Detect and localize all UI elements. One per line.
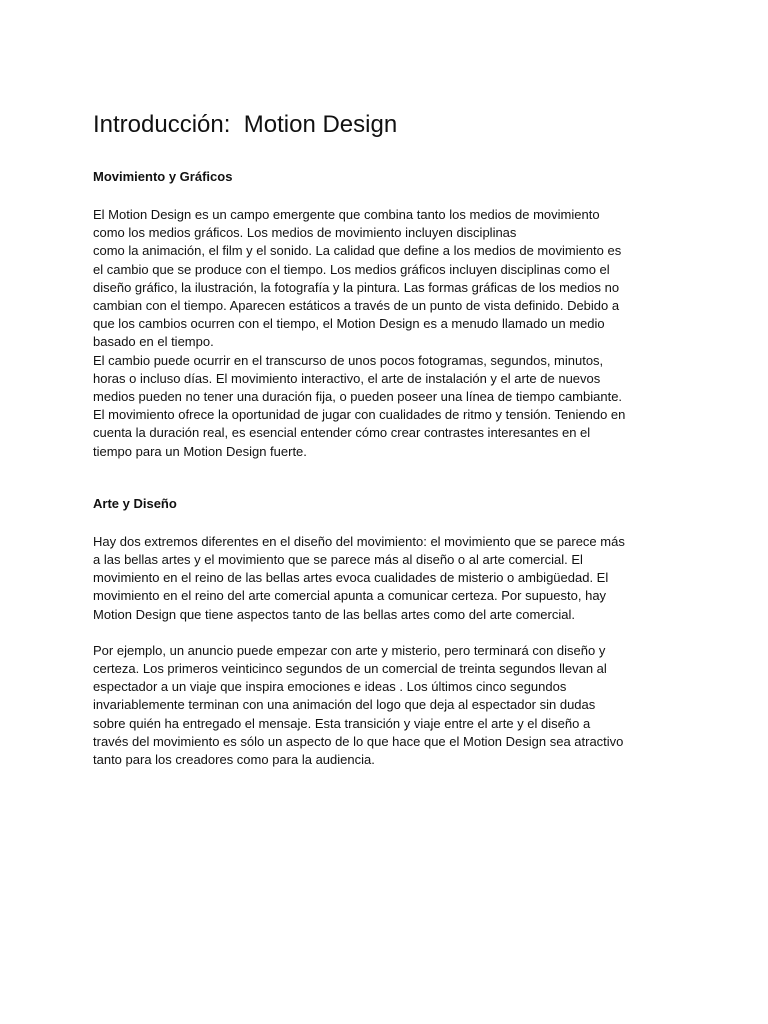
paragraph: El Motion Design es un campo emergente que combina tanto los medios de movimiento como los medios gráficos. Los medios de movimiento incluyen disciplinas como la animación, el film y el sonido. La calidad que define a los medios de movimiento es el cambio que se produce con el tiempo. Los medios gráficos incluyen disciplinas como el diseño gráfico, la ilustración, la fotografía y la pintura. Las formas gráficas de los medios no cambian con el tiempo. Aparecen estáticos a través de un punto de vista definido. Debido a que los cambios ocurren con el tiempo, el Motion Design es a menudo llamado un medio basado en el tiempo. — [93, 207, 622, 350]
paragraph: El cambio puede ocurrir en el transcurso de unos pocos fotogramas, segundos, minutos, horas o incluso días. El movimiento interactivo, el arte de instalación y el arte de nuevos medios pueden no tener una duración fija, o pueden poseer una línea de tiempo cambiante. El movimiento ofrece la oportunidad de jugar con cualidades de ritmo y tensión. Teniendo en cuenta la duración real, es esencial entender cómo crear contrastes interesantes en el tiempo para un Motion Design fuerte. — [93, 352, 626, 459]
section-heading-arte-y-diseno: Arte y Diseño — [93, 495, 177, 511]
paragraph: Hay dos extremos diferentes en el diseño del movimiento: el movimiento que se parece más a las bellas artes y el movimiento que se parece más al diseño o al arte comercial. El movimiento en el reino de las bellas artes evoca cualidades de misterio o ambigüedad. El movimiento en el reino del arte comercial apunta a comunicar certeza. Por supuesto, hay Motion Design que tiene aspectos tanto de las bellas artes como del arte comercial. — [93, 533, 625, 622]
page-title: Introducción: Motion Design — [93, 111, 398, 138]
section-heading-movimiento-y-graficos: Movimiento y Gráficos — [93, 169, 233, 184]
paragraph: Por ejemplo, un anuncio puede empezar con arte y misterio, pero terminará con diseño y certeza. Los primeros veinticinco segundos de un comercial de treinta segundos llevan al espectador a un viaje que inspira emociones e ideas . Los últimos cinco segundos invariablemente terminan con una animación del logo que deja al espectador sin dudas sobre quién ha entregado el mensaje. Esta transición y viaje entre el arte y el diseño a través del movimiento es sólo un aspecto de lo que hace que el Motion Design sea atractivo tanto para los creadores como para la audiencia. — [93, 642, 624, 768]
document-page — [93, 108, 681, 769]
